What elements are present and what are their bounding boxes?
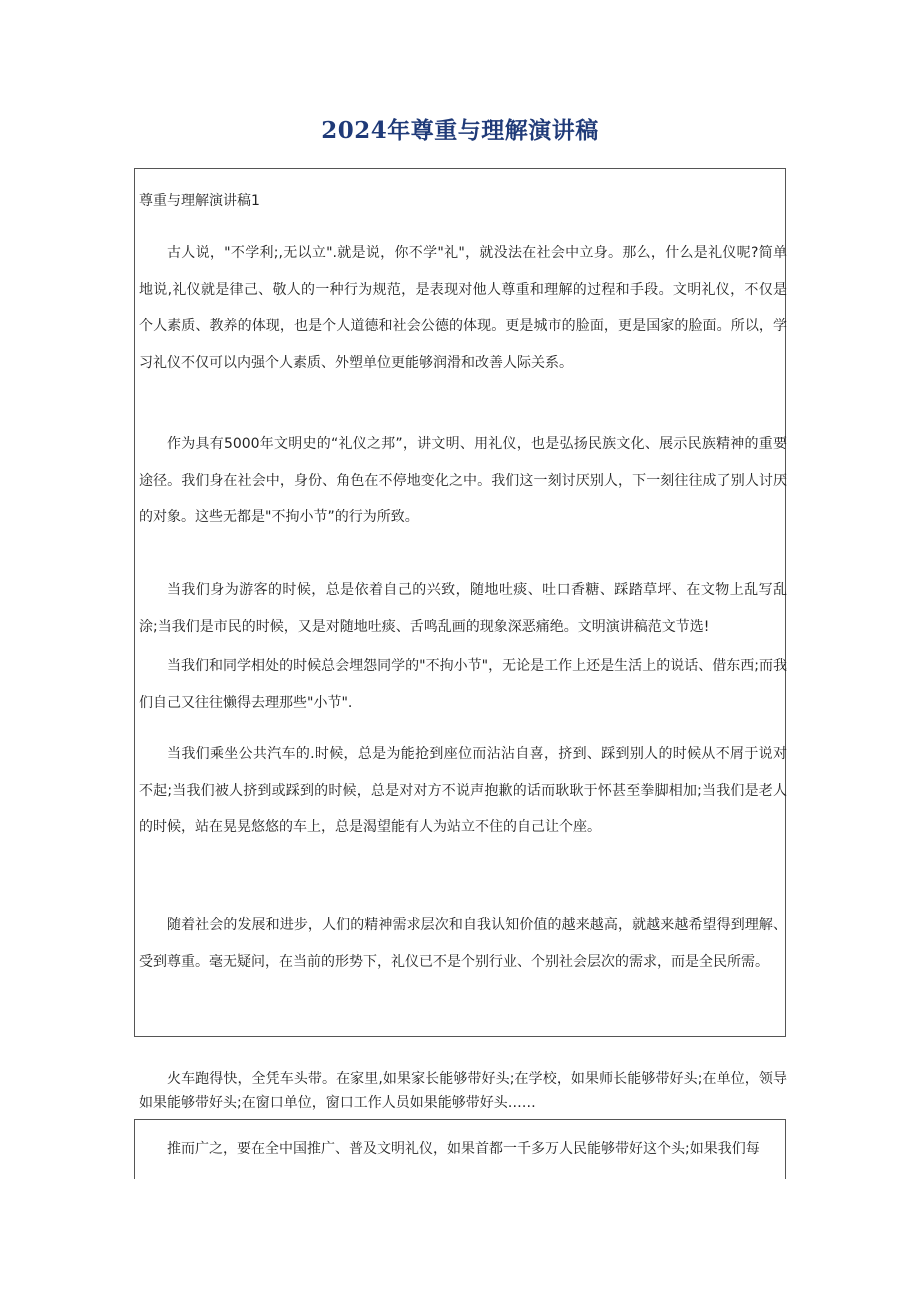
paragraph: 随着社会的发展和进步，人们的精神需求层次和自我认知价值的越来越高，就越来越希望得到理解、受到尊重。毫无疑问，在当前的形势下，礼仪已不是个别行业、个别社会层次的需求，而是全民所需。 <box>139 917 787 970</box>
document-title: 2024年尊重与理解演讲稿 <box>321 117 599 144</box>
paragraph: 当我们乘坐公共汽车的.时候，总是为能抢到座位而沾沾自喜，挤到、踩到别人的时候从不屑于说对不起;当我们被人挤到或踩到的时候，总是对对方不说声抱歉的话而耿耿于怀甚至拳脚相加;当我们是老人的时候，站在晃晃悠悠的车上，总是渴望能有人为站立不住的自己让个座。 <box>139 746 787 836</box>
paragraph: 作为具有5000年文明史的“礼仪之邦”，讲文明、用礼仪，也是弘扬民族文化、展示民族精神的重要途径。我们身在社会中，身份、角色在不停地变化之中。我们这一刻讨厌别人，下一刻往往成了别人讨厌的对象。这些无都是"不拘小节”的行为所致。 <box>139 436 787 526</box>
paragraph: 古人说，"不学利;,无以立".就是说，你不学"礼"，就没法在社会中立身。那么，什么是礼仪呢?简单地说,礼仪就是律己、敬人的一种行为规范，是表现对他人尊重和理解的过程和手段。文明礼仪，不仅是个人素质、教养的体现，也是个人道德和社会公德的体现。更是城市的脸面，更是国家的脸面。所以，学习礼仪不仅可以内强个人素质、外塑单位更能够润滑和改善人际关系。 <box>139 245 787 371</box>
paragraph: 当我们和同学相处的时候总会埋怨同学的"不拘小节"，无论是工作上还是生活上的说话、借东西;而我们自己又往往懒得去理那些"小节". <box>139 658 787 711</box>
paragraph-outside-box: 火车跑得快，全凭车头带。在家里,如果家长能够带好头;在学校，如果师长能够带好头;在单位，领导如果能够带好头;在窗口单位，窗口工作人员如果能够带好头…… <box>139 1071 787 1111</box>
section-heading: 尊重与理解演讲稿1 <box>139 193 260 209</box>
paragraph: 当我们身为游客的时候，总是依着自己的兴致，随地吐痰、吐口香糖、踩踏草坪、在文物上乱写乱涂;当我们是市民的时候，又是对随地吐痰、舌鸣乱画的现象深恶痛绝。文明演讲稿范文节选! <box>139 582 787 635</box>
paragraph-truncated: 推而广之，要在全中国推广、普及文明礼仪，如果首都一千多万人民能够带好这个头;如果我们每 <box>167 1141 760 1157</box>
